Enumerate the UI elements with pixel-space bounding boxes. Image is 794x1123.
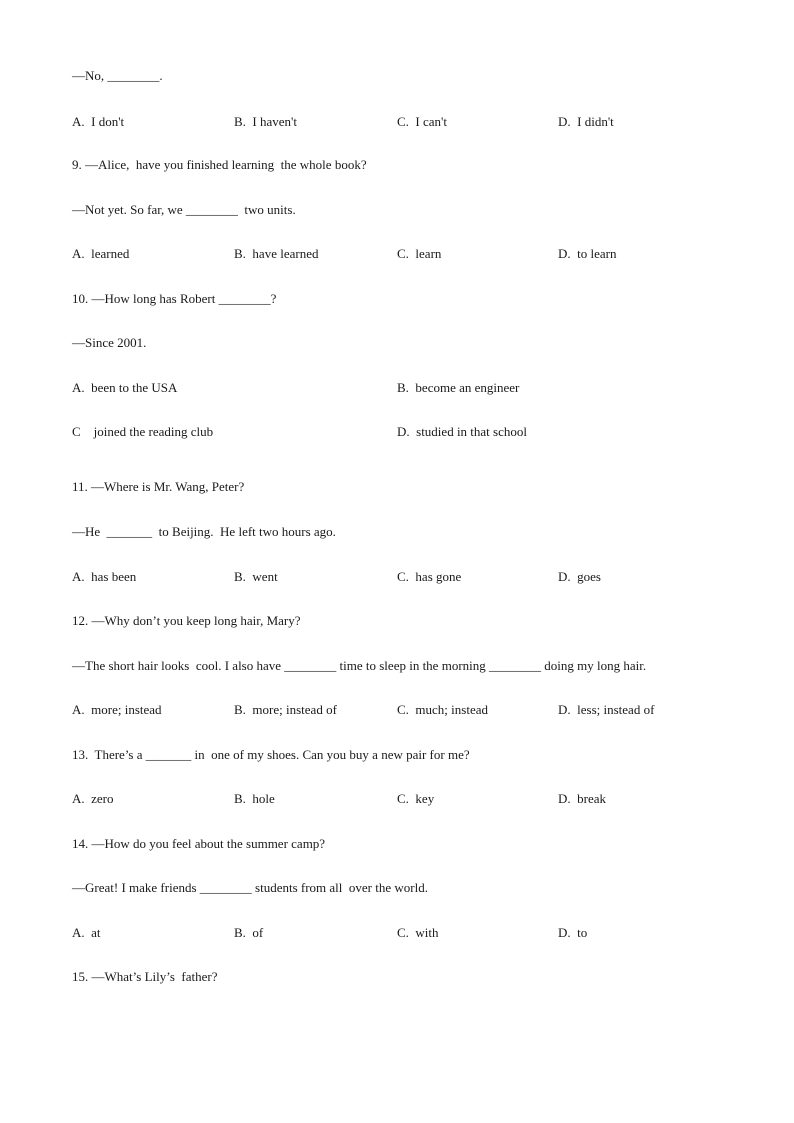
q13-option-b: B. hole (234, 791, 275, 806)
q8-option-d: D. I didn't (558, 114, 614, 129)
q11-option-b: B. went (234, 569, 278, 584)
q8-option-b: B. I haven't (234, 114, 297, 129)
q10-option-d: D. studied in that school (397, 424, 527, 439)
q12-question: 12. —Why don’t you keep long hair, Mary? (72, 613, 301, 628)
q12-answer-line: —The short hair looks cool. I also have ________ time to sleep in the morning ________ doing my long hair. (72, 658, 647, 673)
q9-option-c: C. learn (397, 246, 442, 261)
q14-option-b: B. of (234, 925, 264, 940)
q9-question: 9. —Alice, have you finished learning the whole book? (72, 157, 367, 172)
q9-option-d: D. to learn (558, 246, 617, 261)
q14-option-d: D. to (558, 925, 588, 940)
q12-option-d: D. less; instead of (558, 702, 655, 717)
q14-option-c: C. with (397, 925, 439, 940)
q10-option-b: B. become an engineer (397, 380, 520, 395)
q8-answer-line: —No, ________. (72, 68, 163, 83)
q11-option-d: D. goes (558, 569, 601, 584)
q9-option-b: B. have learned (234, 246, 319, 261)
q14-question: 14. —How do you feel about the summer camp? (72, 836, 326, 851)
q12-option-a: A. more; instead (72, 702, 162, 717)
q9-answer-line: —Not yet. So far, we ________ two units. (72, 202, 296, 217)
q12-option-b: B. more; instead of (234, 702, 337, 717)
q11-answer-line: —He _______ to Beijing. He left two hours ago. (72, 524, 336, 539)
q12-option-c: C. much; instead (397, 702, 488, 717)
q11-option-c: C. has gone (397, 569, 462, 584)
q10-question: 10. —How long has Robert ________? (72, 291, 277, 306)
q11-question: 11. —Where is Mr. Wang, Peter? (72, 479, 245, 494)
q8-option-c: C. I can't (397, 114, 447, 129)
q13-option-a: A. zero (72, 791, 114, 806)
q9-option-a: A. learned (72, 246, 130, 261)
q10-option-a: A. been to the USA (72, 380, 178, 395)
q11-option-a: A. has been (72, 569, 137, 584)
q10-option-c: C joined the reading club (72, 424, 214, 439)
q14-option-a: A. at (72, 925, 101, 940)
q10-answer-line: —Since 2001. (72, 335, 147, 350)
q13-option-d: D. break (558, 791, 607, 806)
q14-answer-line: —Great! I make friends ________ students from all over the world. (72, 880, 428, 895)
q8-option-a: A. I don't (72, 114, 125, 129)
q13-question: 13. There’s a _______ in one of my shoes. Can you buy a new pair for me? (72, 747, 470, 762)
q13-option-c: C. key (397, 791, 435, 806)
q15-question: 15. —What’s Lily’s father? (72, 969, 218, 984)
